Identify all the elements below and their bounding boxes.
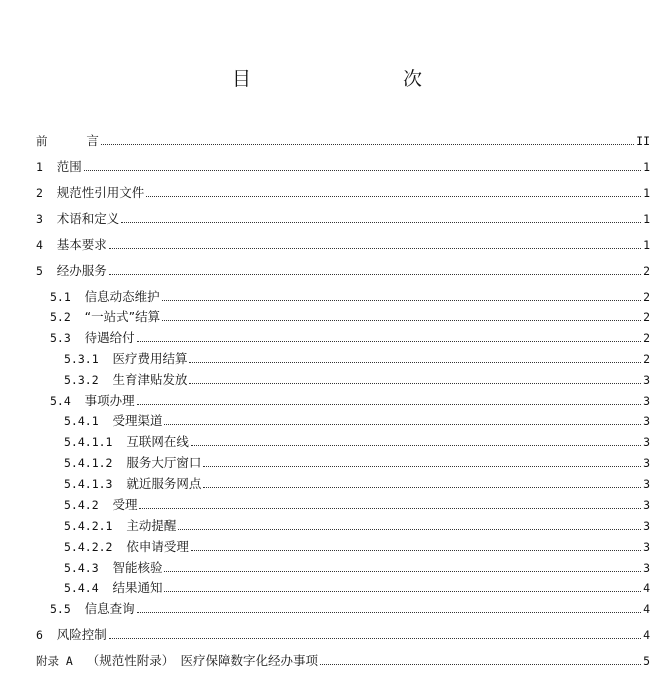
toc-leader-dots bbox=[178, 529, 641, 530]
toc-entry[interactable] bbox=[0, 536, 650, 554]
toc-leader-dots bbox=[137, 612, 641, 613]
toc-entry[interactable] bbox=[0, 598, 650, 616]
toc-entry[interactable] bbox=[0, 234, 650, 252]
toc-entry[interactable] bbox=[0, 650, 650, 668]
toc-leader-dots bbox=[137, 341, 641, 342]
toc-entry-number: 5.3.1 bbox=[64, 352, 113, 366]
toc-entry-number: 5.4.1 bbox=[64, 414, 113, 428]
toc-entry-number: 5.2 bbox=[50, 310, 85, 324]
toc-entry-page: 2 bbox=[643, 331, 650, 345]
toc-leader-dots bbox=[164, 424, 641, 425]
toc-entry-page: 3 bbox=[643, 394, 650, 408]
toc-entry-number: 5.4.2 bbox=[64, 498, 113, 512]
toc-entry-page: 2 bbox=[643, 310, 650, 324]
toc-entry[interactable] bbox=[0, 624, 650, 642]
toc-entry-page: 2 bbox=[643, 352, 650, 366]
toc-entry-label: 受理渠道 bbox=[112, 413, 163, 428]
toc-entry-label: 经办服务 bbox=[56, 263, 107, 278]
toc-entry-number: 3 bbox=[36, 212, 57, 226]
toc-entry[interactable] bbox=[0, 390, 650, 408]
toc-entry[interactable] bbox=[0, 306, 650, 324]
toc-entry[interactable] bbox=[0, 260, 650, 278]
toc-entry-number: 5.4.1.1 bbox=[64, 435, 127, 449]
toc-entry-label: 规范性引用文件 bbox=[56, 185, 145, 200]
toc-entry-label: 服务大厅窗口 bbox=[126, 455, 202, 470]
toc-entry-page: 3 bbox=[643, 373, 650, 387]
toc-entry-page: II bbox=[636, 134, 650, 148]
toc-entry-number: 5.4.1.3 bbox=[64, 477, 127, 491]
toc-entry-page: 5 bbox=[643, 654, 650, 668]
toc-entry-label: 生育津贴发放 bbox=[112, 372, 188, 387]
toc-entry[interactable] bbox=[0, 557, 650, 575]
toc-entry-page: 3 bbox=[643, 498, 650, 512]
toc-entry[interactable] bbox=[0, 156, 650, 174]
toc-entry-number: 5 bbox=[36, 264, 57, 278]
toc-entry[interactable] bbox=[0, 473, 650, 491]
toc-entry-label: 就近服务网点 bbox=[126, 476, 202, 491]
toc-entry-page: 3 bbox=[643, 540, 650, 554]
toc-entry-page: 3 bbox=[643, 414, 650, 428]
toc-leader-dots bbox=[162, 300, 641, 301]
toc-entry-page: 2 bbox=[643, 290, 650, 304]
toc-entry-number: 5.5 bbox=[50, 602, 85, 616]
toc-entry-label: 医疗费用结算 bbox=[112, 351, 188, 366]
toc-entry-label: 主动提醒 bbox=[126, 518, 177, 533]
toc-entry-number: 前 bbox=[36, 134, 62, 148]
toc-entry-label: 信息动态维护 bbox=[84, 289, 160, 304]
toc-entry-label: 受理 bbox=[112, 497, 138, 512]
toc-leader-dots bbox=[101, 144, 634, 145]
toc-entry[interactable] bbox=[0, 369, 650, 387]
toc-leader-dots bbox=[203, 487, 641, 488]
toc-entry-number: 5.4.2.1 bbox=[64, 519, 127, 533]
toc-title: 目 次 bbox=[231, 68, 460, 90]
toc-entry[interactable] bbox=[0, 494, 650, 512]
toc-entry-page: 4 bbox=[643, 581, 650, 595]
toc-leader-dots bbox=[137, 404, 641, 405]
toc-entry-number: 附录 A bbox=[36, 654, 87, 668]
toc-entry-number: 2 bbox=[36, 186, 57, 200]
toc-entry-label: 范围 bbox=[56, 159, 82, 174]
toc-leader-dots bbox=[320, 664, 641, 665]
toc-entry-label: “一站式”结算 bbox=[84, 309, 161, 324]
toc-entry-label: 依申请受理 bbox=[126, 539, 189, 554]
toc-entry-page: 1 bbox=[643, 238, 650, 252]
toc-entry[interactable] bbox=[0, 130, 650, 148]
toc-entry-page: 4 bbox=[643, 602, 650, 616]
toc-entry-label: 事项办理 bbox=[84, 393, 135, 408]
toc-leader-dots bbox=[146, 196, 641, 197]
toc-leader-dots bbox=[84, 170, 641, 171]
toc-entry-page: 1 bbox=[643, 212, 650, 226]
toc-entry[interactable] bbox=[0, 182, 650, 200]
toc-entry-page: 3 bbox=[643, 477, 650, 491]
toc-entry-page: 3 bbox=[643, 435, 650, 449]
toc-leader-dots bbox=[109, 638, 641, 639]
toc-leader-dots bbox=[189, 362, 641, 363]
toc-entry-label: 言 bbox=[61, 133, 99, 148]
toc-entry-number: 5.4.1.2 bbox=[64, 456, 127, 470]
toc-entry-label: 风险控制 bbox=[56, 627, 107, 642]
toc-entry-page: 1 bbox=[643, 186, 650, 200]
toc-entry[interactable] bbox=[0, 286, 650, 304]
toc-entry-number: 1 bbox=[36, 160, 57, 174]
toc-entry-label: 基本要求 bbox=[56, 237, 107, 252]
toc-entry-number: 5.4.2.2 bbox=[64, 540, 127, 554]
toc-entry[interactable] bbox=[0, 431, 650, 449]
toc-entry-page: 2 bbox=[643, 264, 650, 278]
toc-entry[interactable] bbox=[0, 577, 650, 595]
toc-entry-number: 4 bbox=[36, 238, 57, 252]
toc-entry-page: 3 bbox=[643, 456, 650, 470]
toc-entry-label: 待遇给付 bbox=[84, 330, 135, 345]
toc-entry[interactable] bbox=[0, 410, 650, 428]
toc-leader-dots bbox=[203, 466, 641, 467]
toc-leader-dots bbox=[162, 320, 641, 321]
toc-entry-page: 1 bbox=[643, 160, 650, 174]
toc-leader-dots bbox=[139, 508, 641, 509]
toc-entry[interactable] bbox=[0, 515, 650, 533]
toc-leader-dots bbox=[191, 445, 641, 446]
toc-leader-dots bbox=[189, 383, 641, 384]
toc-entry-number: 5.4.3 bbox=[64, 561, 113, 575]
toc-entry-number: 5.1 bbox=[50, 290, 85, 304]
toc-entry-label: 术语和定义 bbox=[56, 211, 120, 226]
toc-entry[interactable] bbox=[0, 208, 650, 226]
toc-leader-dots bbox=[109, 248, 641, 249]
toc-entry-number: 5.3 bbox=[50, 331, 85, 345]
toc-entry-number: 5.4 bbox=[50, 394, 85, 408]
toc-entry-number: 5.4.4 bbox=[64, 581, 113, 595]
toc-entry-label: 信息查询 bbox=[84, 601, 135, 616]
toc-leader-dots bbox=[121, 222, 641, 223]
toc-entry[interactable] bbox=[0, 452, 650, 470]
toc-leader-dots bbox=[109, 274, 641, 275]
toc-entry-page: 3 bbox=[643, 561, 650, 575]
toc-entry-page: 4 bbox=[643, 628, 650, 642]
toc-entry-number: 5.3.2 bbox=[64, 373, 113, 387]
toc-entry-page: 3 bbox=[643, 519, 650, 533]
toc-entry-label: 智能核验 bbox=[112, 560, 163, 575]
toc-entry-number: 6 bbox=[36, 628, 57, 642]
toc-entry-label: 结果通知 bbox=[112, 580, 163, 595]
toc-leader-dots bbox=[164, 571, 641, 572]
toc-leader-dots bbox=[164, 591, 641, 592]
toc-entry[interactable] bbox=[0, 327, 650, 345]
toc-entry-label: （规范性附录） 医疗保障数字化经办事项 bbox=[86, 653, 318, 668]
toc-entry[interactable] bbox=[0, 348, 650, 366]
toc-entry-label: 互联网在线 bbox=[126, 434, 189, 449]
toc-leader-dots bbox=[191, 550, 641, 551]
